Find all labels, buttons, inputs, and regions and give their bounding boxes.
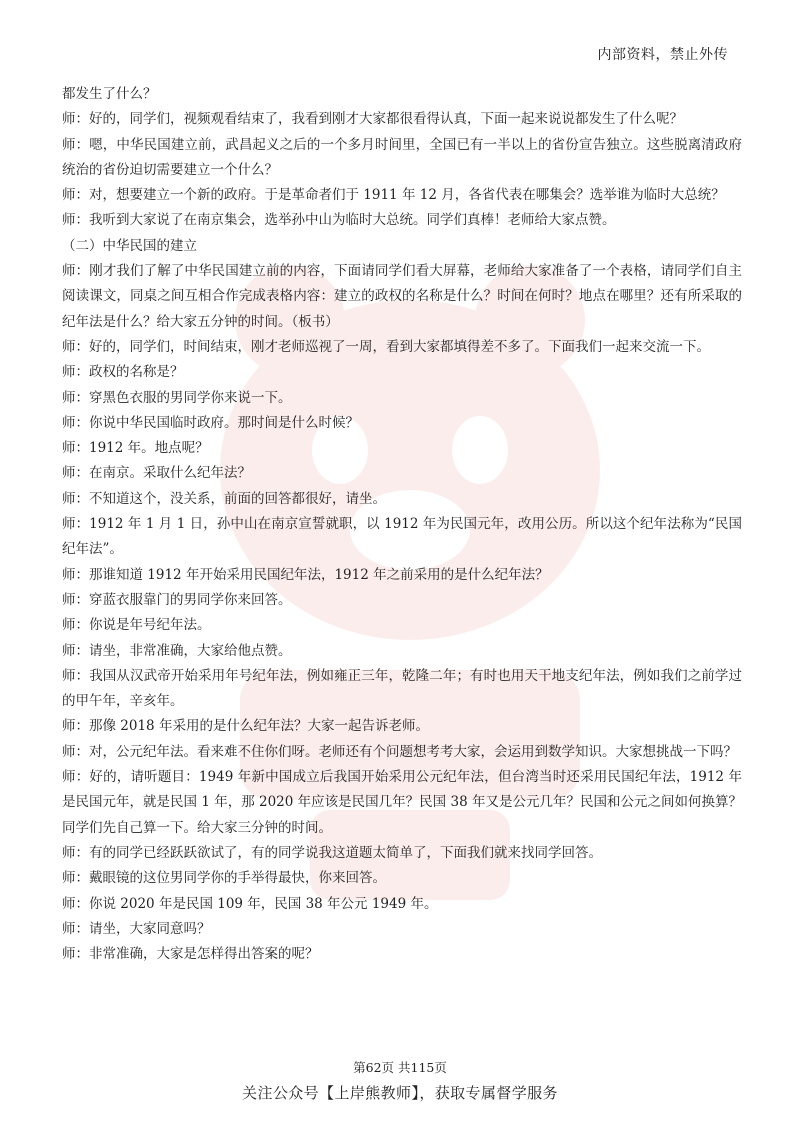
paragraph: 师：1912 年 1 月 1 日，孙中山在南京宣誓就职，以 1912 年为民国元年，改用公历。所以这个纪年法称为“民国纪年法”。 xyxy=(62,516,742,558)
paragraph: 师：非常准确，大家是怎样得出答案的呢？ xyxy=(62,946,319,963)
paragraph: 师：你说中华民国临时政府。那时间是什么时候？ xyxy=(62,414,359,431)
page-number: 第62页 共115页 xyxy=(353,1060,447,1075)
paragraph: 师：好的，请听题目：1949 年新中国成立后我国开始采用公元纪年法，但台湾当时还采用民国纪年法，1912 年是民国元年，就是民国 1 年，那 2020 年应该是民国几年？民国 38 年又是公元几年？民国和公元之间如何换算？同学们先自己算一下。给大家三分钟的时间。 xyxy=(62,769,742,836)
paragraph: 师：你说 2020 年是民国 109 年，民国 38 年公元 1949 年。 xyxy=(62,895,438,912)
paragraph: 师：对，公元纪年法。看来难不住你们呀。老师还有个问题想考考大家，会运用到数学知识。大家想挑战一下吗？ xyxy=(62,743,737,760)
paragraph: 师：请坐，非常准确，大家给他点赞。 xyxy=(62,642,292,659)
paragraph: 师：有的同学已经跃跃欲试了，有的同学说我这道题太简单了，下面我们就来找同学回答。 xyxy=(62,844,602,861)
paragraph: 师：对，想要建立一个新的政府。于是革命者们于 1911 年 12 月，各省代表在哪集会？选举谁为临时大总统？ xyxy=(62,187,725,204)
confidential-note: 内部资料，禁止外传 xyxy=(597,47,728,63)
paragraph: 师：1912 年。地点呢？ xyxy=(62,440,209,457)
paragraph: 师：我听到大家说了在南京集会，选举孙中山为临时大总统。同学们真棒！老师给大家点赞。 xyxy=(62,212,616,229)
paragraph: 师：好的，同学们，视频观看结束了，我看到刚才大家都很看得认真，下面一起来说说都发生了什么呢？ xyxy=(62,111,683,128)
paragraph: 师：你说是年号纪年法。 xyxy=(62,617,211,634)
paragraph: 师：不知道这个，没关系，前面的回答都很好，请坐。 xyxy=(62,490,386,507)
paragraph: 师：刚才我们了解了中华民国建立前的内容，下面请同学们看大屏幕，老师给大家准备了一个表格，请同学们自主阅读课文，同桌之间互相合作完成表格内容：建立的政权的名称是什么？时间在何时？地点在哪里？还有所采取的纪年法是什么？给大家五分钟的时间。（板书） xyxy=(62,263,742,330)
paragraph: 师：好的，同学们，时间结束，刚才老师巡视了一周，看到大家都填得差不多了。下面我们一起来交流一下。 xyxy=(62,338,710,355)
paragraph: 师：在南京。采取什么纪年法？ xyxy=(62,465,251,482)
paragraph: 师：穿黑色衣服的男同学你来说一下。 xyxy=(62,389,292,406)
paragraph: 师：那谁知道 1912 年开始采用民国纪年法，1912 年之前采用的是什么纪年法？ xyxy=(62,566,549,583)
paragraph: 师：那像 2018 年采用的是什么纪年法？大家一起告诉老师。 xyxy=(62,718,429,735)
paragraph: 师：穿蓝衣服靠门的男同学你来回答。 xyxy=(62,591,292,608)
paragraph: 都发生了什么？ xyxy=(62,86,157,102)
section-heading: （二）中华民国的建立 xyxy=(62,237,197,254)
footer-promo: 关注公众号【上岸熊教师】，获取专属督学服务 xyxy=(242,1084,558,1102)
paragraph: 师：政权的名称是？ xyxy=(62,364,184,381)
paragraph: 师：我国从汉武帝开始采用年号纪年法，例如雍正三年，乾隆二年；有时也用天干地支纪年法，例如我们之前学过的甲午年，辛亥年。 xyxy=(62,667,742,710)
paragraph: 师：请坐，大家同意吗？ xyxy=(62,920,211,937)
lesson-transcript xyxy=(62,82,742,967)
paragraph: 师：戴眼镜的这位男同学你的手举得最快，你来回答。 xyxy=(62,870,386,887)
paragraph: 师：嗯，中华民国建立前，武昌起义之后的一个多月时间里，全国已有一半以上的省份宣告独立。这些脱离清政府统治的省份迫切需要建立一个什么？ xyxy=(62,136,742,178)
